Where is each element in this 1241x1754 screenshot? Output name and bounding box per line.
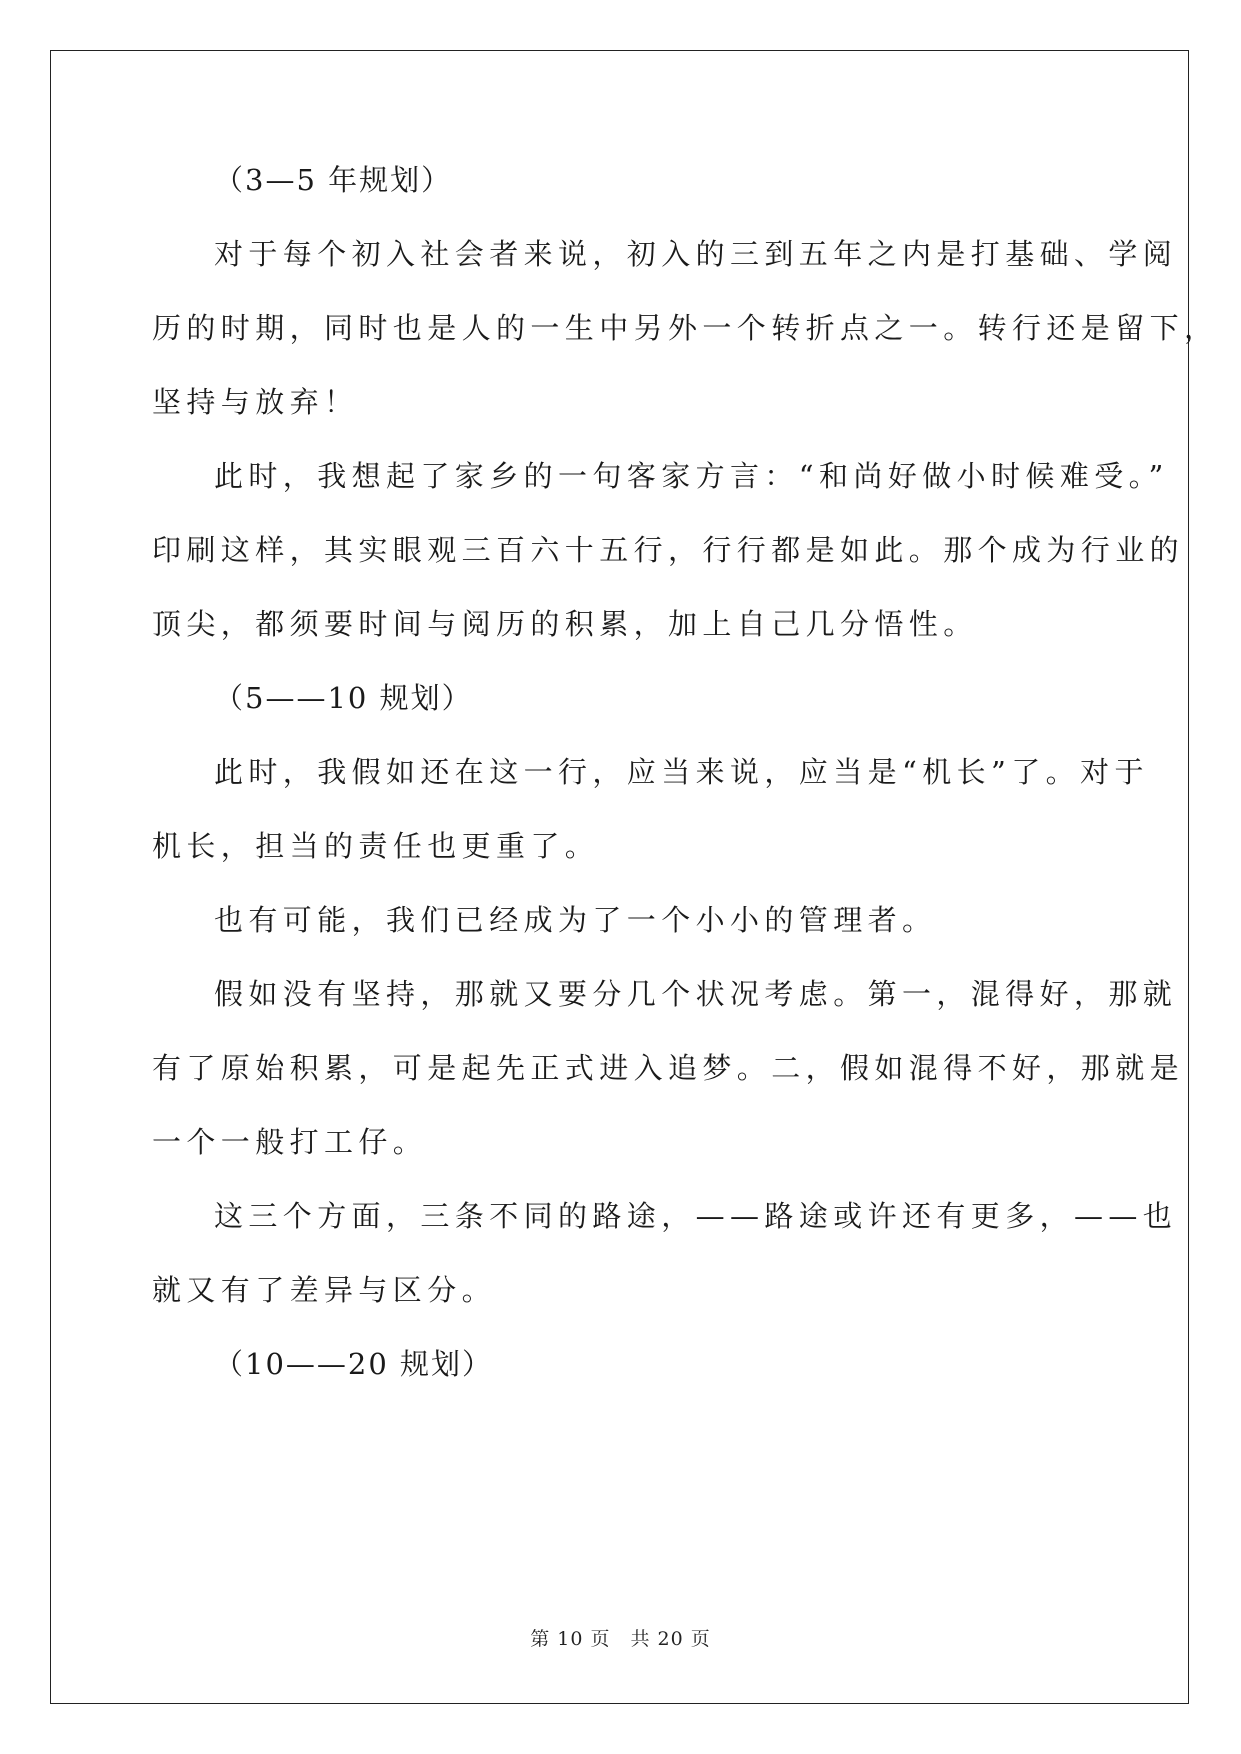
paragraph-line: 顶尖，都须要时间与阅历的积累，加上自己几分悟性。 bbox=[152, 607, 978, 641]
paragraph-line: 也有可能，我们已经成为了一个小小的管理者。 bbox=[214, 903, 937, 937]
paragraph-line: 此时，我想起了家乡的一句客家方言：“和尚好做小时候难受。” bbox=[214, 459, 1169, 493]
paragraph-line: 假如没有坚持，那就又要分几个状况考虑。第一，混得好，那就 bbox=[214, 977, 1178, 1011]
paragraph-line: 机长，担当的责任也更重了。 bbox=[152, 829, 600, 863]
paragraph-line: 坚持与放弃！ bbox=[152, 385, 359, 419]
section-heading: （10——20 规划） bbox=[214, 1347, 494, 1381]
page-number-footer: 第 10 页 共 20 页 bbox=[530, 1628, 711, 1650]
paragraph-line: 就又有了差异与区分。 bbox=[152, 1273, 497, 1307]
page-border bbox=[50, 50, 1189, 1704]
section-heading: （5——10 规划） bbox=[214, 681, 473, 715]
paragraph-line: 印刷这样，其实眼观三百六十五行，行行都是如此。那个成为行业的 bbox=[152, 533, 1185, 567]
section-heading: （3—5 年规划） bbox=[214, 163, 453, 197]
paragraph-line: 此时，我假如还在这一行，应当来说，应当是“机长”了。对于 bbox=[214, 755, 1149, 789]
paragraph-line: 有了原始积累，可是起先正式进入追梦。二，假如混得不好，那就是 bbox=[152, 1051, 1185, 1085]
paragraph-line: 历的时期，同时也是人的一生中另外一个转折点之一。转行还是留下， bbox=[152, 311, 1219, 345]
paragraph-line: 对于每个初入社会者来说，初入的三到五年之内是打基础、学阅 bbox=[214, 237, 1178, 271]
paragraph-line: 一个一般打工仔。 bbox=[152, 1125, 428, 1159]
paragraph-line: 这三个方面，三条不同的路途，——路途或许还有更多，——也 bbox=[214, 1199, 1178, 1233]
